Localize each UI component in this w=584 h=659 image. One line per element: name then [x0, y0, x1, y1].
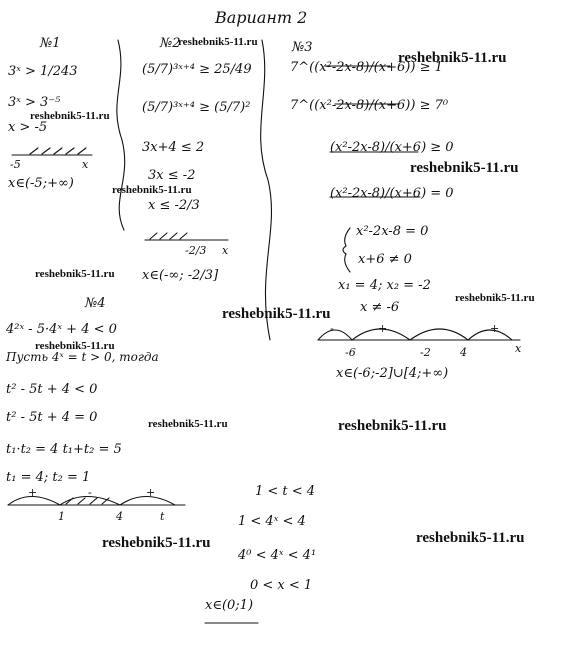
- problem4-line: t₁·t₂ = 4 t₁+t₂ = 5: [6, 442, 122, 457]
- problem4-step: 0 < x < 1: [250, 578, 313, 593]
- problem3-line: x²-2x-8 = 0: [356, 224, 429, 239]
- problem1-label: №1: [40, 36, 61, 51]
- problem3-axis-point: -2: [420, 346, 431, 359]
- problem3-line: x₁ = 4; x₂ = -2: [338, 278, 431, 293]
- problem4-line: 4²ˣ - 5·4ˣ + 4 < 0: [6, 322, 117, 337]
- watermark: reshebnik5-11.ru: [455, 292, 535, 304]
- p3-system-brace: [343, 228, 350, 272]
- problem4-line: t² - 5t + 4 < 0: [6, 382, 98, 397]
- problem4-step: 1 < 4ˣ < 4: [238, 514, 306, 529]
- watermark: reshebnik5-11.ru: [30, 110, 110, 122]
- problem2-answer: x∈(-∞; -2/3]: [142, 268, 219, 283]
- problem3-axis-point: 4: [460, 346, 467, 359]
- problem1-answer: x∈(-5;+∞): [8, 176, 74, 191]
- problem3-line: (x²-2x-8)/(x+6) = 0: [330, 186, 454, 201]
- problem4-line: Пусть 4ˣ = t > 0, тогда: [6, 350, 159, 364]
- p1-hatch: [30, 148, 86, 154]
- problem2-label: №2: [160, 36, 181, 51]
- problem2-line: (5/7)³ˣ⁺⁴ ≥ (5/7)²: [142, 100, 251, 115]
- problem1-axis-var: x: [82, 158, 89, 171]
- problem2-line: 3x+4 ≤ 2: [142, 140, 205, 155]
- problem4-step: 4⁰ < 4ˣ < 4¹: [238, 548, 317, 563]
- problem4-axis-sign: +: [28, 486, 38, 499]
- problem2-axis-point: -2/3: [185, 244, 207, 257]
- problem3-axis-sign: +: [490, 322, 500, 335]
- watermark: reshebnik5-11.ru: [416, 530, 525, 546]
- problem4-axis-sign: -: [88, 486, 92, 499]
- watermark: reshebnik5-11.ru: [222, 306, 331, 322]
- problem4-answer: x∈(0;1): [205, 598, 254, 613]
- problem1-line: 3ˣ > 3⁻⁵: [8, 95, 61, 110]
- watermark: reshebnik5-11.ru: [338, 418, 447, 434]
- watermark: reshebnik5-11.ru: [178, 36, 258, 48]
- problem3-axis-sign: +: [378, 322, 388, 335]
- problem3-line: x ≠ -6: [360, 300, 400, 315]
- problem3-label: №3: [292, 40, 313, 55]
- problem3-axis-var: x: [515, 342, 522, 355]
- variant-title: Вариант 2: [215, 8, 308, 27]
- watermark: reshebnik5-11.ru: [35, 268, 115, 280]
- problem3-axis-point: -6: [345, 346, 356, 359]
- column-divider-1: [117, 40, 125, 230]
- problem3-axis-sign: -: [330, 322, 334, 335]
- problem4-label: №4: [85, 296, 106, 311]
- problem2-axis-var: x: [222, 244, 229, 257]
- problem4-axis-point: 1: [58, 510, 65, 523]
- problem3-line: x+6 ≠ 0: [358, 252, 412, 267]
- problem1-line: 3ˣ > 1/243: [8, 64, 78, 79]
- problem3-line: (x²-2x-8)/(x+6) ≥ 0: [330, 140, 454, 155]
- watermark: reshebnik5-11.ru: [148, 418, 228, 430]
- watermark: reshebnik5-11.ru: [398, 50, 507, 66]
- problem3-line: 7^((x²-2x-8)/(x+6)) ≥ 1: [290, 60, 443, 75]
- watermark: reshebnik5-11.ru: [112, 184, 192, 196]
- problem2-line: (5/7)³ˣ⁺⁴ ≥ 25/49: [142, 62, 252, 77]
- problem4-line: t² - 5t + 4 = 0: [6, 410, 98, 425]
- problem4-axis-var: t: [160, 510, 165, 523]
- problem3-line: 7^((x²-2x-8)/(x+6)) ≥ 7⁰: [290, 98, 449, 113]
- problem4-axis-point: 4: [116, 510, 123, 523]
- problem4-axis-sign: +: [146, 486, 156, 499]
- problem2-line: 3x ≤ -2: [148, 168, 196, 183]
- watermark: reshebnik5-11.ru: [35, 340, 115, 352]
- problem1-axis-point: -5: [10, 158, 21, 171]
- problem1-line: x > -5: [8, 120, 48, 135]
- problem2-line: x ≤ -2/3: [148, 198, 200, 213]
- watermark: reshebnik5-11.ru: [410, 160, 519, 176]
- problem3-axis-sign: -: [436, 322, 440, 335]
- p3-arcs: [318, 329, 512, 340]
- problem3-answer: x∈(-6;-2]∪[4;+∞): [336, 366, 449, 381]
- problem4-line: t₁ = 4; t₂ = 1: [6, 470, 91, 485]
- column-divider-2: [261, 40, 272, 340]
- watermark: reshebnik5-11.ru: [102, 535, 211, 551]
- p2-hatch: [150, 233, 187, 239]
- problem4-step: 1 < t < 4: [255, 484, 316, 499]
